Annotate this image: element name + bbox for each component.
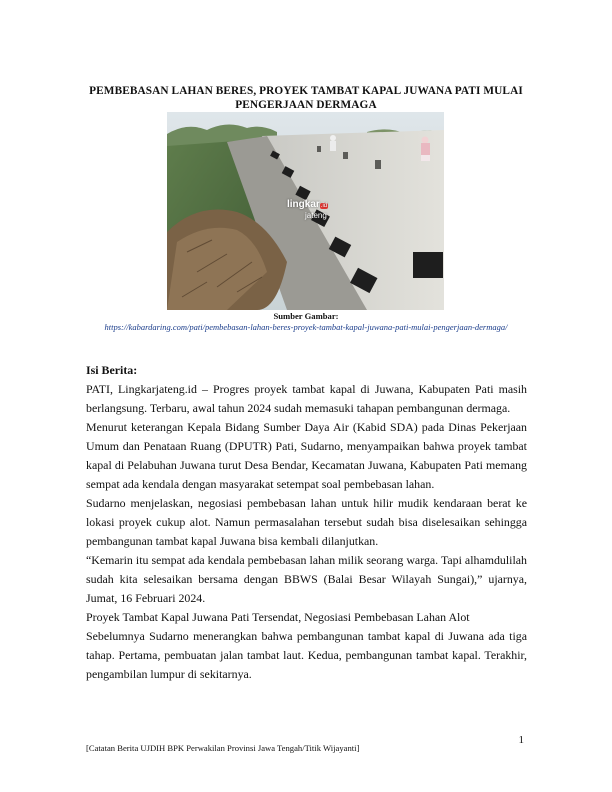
watermark-sub: jateng xyxy=(305,211,327,220)
article-body xyxy=(86,361,527,684)
watermark-brand: lingkar xyxy=(287,199,320,210)
paragraph: Sebelumnya Sudarno menerangkan bahwa pembangunan tambat kapal di Juwana ada tiga tahap. Pertama, pembuatan jalan tambat laut. Kedua, pembangunan tambat kapal. Terakhir, pengambilan lumpur di sekitarnya. xyxy=(86,629,527,681)
paragraph: Proyek Tambat Kapal Juwana Pati Tersendat, Negosiasi Pembebasan Lahan Alot xyxy=(86,610,470,624)
watermark-badge: .id xyxy=(320,203,328,209)
article-photo xyxy=(167,112,444,310)
section-heading: Isi Berita: xyxy=(86,363,138,377)
page-number: 1 xyxy=(518,734,524,746)
page-footer: [Catatan Berita UJDIH BPK Perwakilan Provinsi Jawa Tengah/Titik Wijayanti] xyxy=(86,743,360,753)
article-title: PEMBEBASAN LAHAN BERES, PROYEK TAMBAT KAPAL JUWANA PATI MULAI PENGERJAAN DERMAGA xyxy=(89,85,523,111)
paragraph: “Kemarin itu sempat ada kendala pembebasan lahan milik seorang warga. Tapi alhamdulilah sudah kita selesaikan bersama dengan BBWS (Balai Besar Wilayah Sungai),” ujarnya, Jumat, 16 Februari 2024. xyxy=(86,553,527,605)
caption-label: Sumber Gambar: xyxy=(273,311,339,321)
paragraph: PATI, Lingkarjateng.id – Progres proyek tambat kapal di Juwana, Kabupaten Pati masih berlangsung. Terbaru, awal tahun 2024 sudah memasuki tahapan pembangunan dermaga. xyxy=(86,382,527,415)
source-link[interactable]: https://kabardaring.com/pati/pembebasan-lahan-beres-proyek-tambat-kapal-juwana-pati-mulai-pengerjaan-dermaga/ xyxy=(104,322,508,332)
photo-watermark xyxy=(287,200,328,220)
paragraph: Sudarno menjelaskan, negosiasi pembebasan lahan untuk hilir mudik kendaraan berat ke lokasi proyek cukup alot. Namun permasalahan tersebut sudah bisa diselesaikan sehingga pembangunan tambat kapal Juwana bisa kembali dilanjutkan. xyxy=(86,496,527,548)
paragraph: Menurut keterangan Kepala Bidang Sumber Daya Air (Kabid SDA) pada Dinas Pekerjaan Umum dan Penataan Ruang (DPUTR) Pati, Sudarno, menyampaikan bahwa proyek tambat kapal di Pelabuhan Juwana turut Desa Bendar, Kecamatan Juwana, Kabupaten Pati memang sempat ada kendala dengan masyarakat setempat soal pembebasan lahan. xyxy=(86,420,527,491)
